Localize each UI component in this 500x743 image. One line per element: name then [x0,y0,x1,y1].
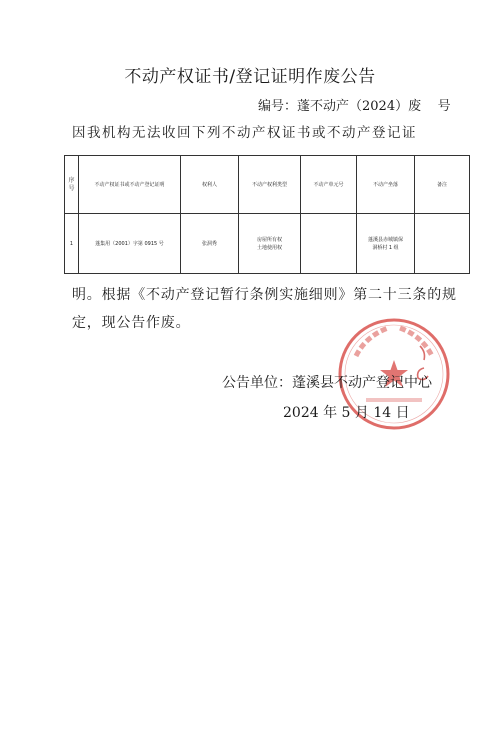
cell-unit-no [301,214,357,274]
header-seq: 序 号 [65,156,79,214]
cell-remarks [415,214,470,274]
header-location: 不动产坐落 [357,156,415,214]
intro-paragraph: 因我机构无法收回下列不动产权证书或不动产登记证 [72,125,417,141]
issuing-unit: 公告单位：蓬溪县不动产登记中心 [222,375,432,391]
cell-right-type: 房屋所有权 土地使用权 [239,214,301,274]
cell-holder: 张洞秀 [181,214,239,274]
seal-text-arc [356,328,432,356]
table-row [65,214,470,274]
cell-seq: 1 [65,214,79,274]
header-right-type: 不动产权利类型 [239,156,301,214]
notice-title: 不动产权证书/登记证明作废公告 [124,67,376,87]
header-holder: 权利人 [181,156,239,214]
header-remarks: 备注 [415,156,470,214]
document-number: 编号：蓬不动产（2024）废 号 [258,99,451,114]
header-cert-no: 不动产权证书或不动产登记证明 [79,156,181,214]
cell-location: 蓬溪县赤城镇保 洞桥村 1 组 [357,214,415,274]
header-unit-no: 不动产单元号 [301,156,357,214]
cell-cert-no: 蓬集用（2001）字第 0915 号 [79,214,181,274]
body-paragraph: 明。根据《不动产登记暂行条例实施细则》第二十三条的规定，现公告作废。 [72,287,457,331]
table-header-row [65,156,470,214]
issue-date: 2024 年 5 月 14 日 [283,405,410,421]
certificate-table [64,155,470,274]
